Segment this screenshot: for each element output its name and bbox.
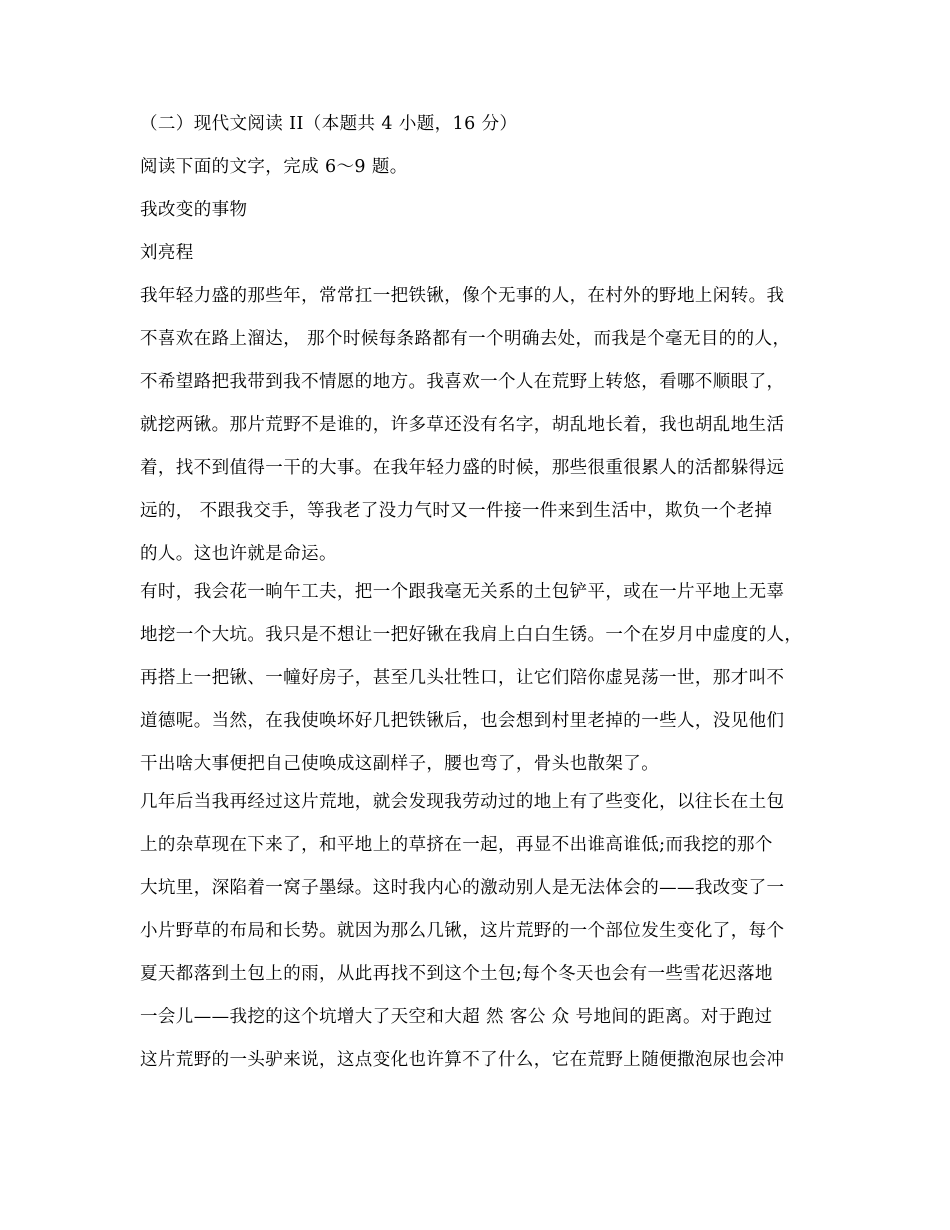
paragraph-line: 再搭上一把锹、一幢好房子，甚至几头壮牲口，让它们陪你虚晃荡一世，那才叫不 — [140, 668, 785, 688]
paragraph-line: 这片荒野的一头驴来说，这点变化也许算不了什么，它在荒野上随便撒泡尿也会冲 — [140, 1050, 785, 1070]
paragraph-line: 不喜欢在路上溜达， 那个时候每条路都有一个明确去处，而我是个毫无目的的人， — [140, 329, 791, 349]
paragraph-line: 着，找不到值得一干的大事。在我年轻力盛的时候，那些很重很累人的活都躲得远 — [140, 458, 785, 478]
paragraph-line: 地挖一个大坑。我只是不想让一把好锹在我肩上白白生锈。一个在岁月中虚度的人， — [140, 625, 803, 645]
section-heading: （二）现代文阅读 II（本题共 4 小题，16 分） — [140, 114, 518, 134]
paragraph-line: 有时，我会花一晌午工夫，把一个跟我毫无关系的土包铲平，或在一片平地上无辜 — [140, 582, 785, 602]
instruction-text: 阅读下面的文字，完成 6～9 题。 — [140, 157, 408, 177]
paragraph-line: 的人。这也许就是命运。 — [140, 544, 337, 564]
paragraph-line: 不希望路把我带到我不情愿的地方。我喜欢一个人在荒野上转悠，看哪不顺眼了， — [140, 372, 785, 392]
paragraph-line: 道德呢。当然，在我使唤坏好几把铁锹后，也会想到村里老掉的一些人，没见他们 — [140, 711, 785, 731]
paragraph-line: 就挖两锹。那片荒野不是谁的，许多草还没有名字，胡乱地长着，我也胡乱地生活 — [140, 415, 785, 435]
paragraph-line: 我年轻力盛的那些年，常常扛一把铁锹，像个无事的人，在村外的野地上闲转。我 — [140, 286, 785, 306]
paragraph-line: 几年后当我再经过这片荒地，就会发现我劳动过的地上有了些变化，以往长在土包 — [140, 792, 785, 812]
paragraph-line: 夏天都落到土包上的雨，从此再找不到这个土包;每个冬天也会有一些雪花迟落地 — [140, 964, 773, 984]
paragraph-line: 小片野草的布局和长势。就因为那么几锹，这片荒野的一个部位发生变化了，每个 — [140, 921, 785, 941]
paragraph-line: 大坑里，深陷着一窝子墨绿。这时我内心的激动别人是无法体会的——我改变了一 — [140, 878, 785, 898]
paragraph-line: 一会儿——我挖的这个坑增大了天空和大超 然 客公 众 号地间的距离。对于跑过 — [140, 1007, 773, 1027]
paragraph-line: 干出啥大事便把自己使唤成这副样子，腰也弯了，骨头也散架了。 — [140, 754, 660, 774]
article-title: 我改变的事物 — [140, 200, 248, 220]
paragraph-line: 远的， 不跟我交手，等我老了没力气时又一件接一件来到生活中，欺负一个老掉 — [140, 501, 773, 521]
paragraph-line: 上的杂草现在下来了，和平地上的草挤在一起，再显不出谁高谁低;而我挖的那个 — [140, 835, 773, 855]
author-name: 刘亮程 — [140, 243, 194, 263]
